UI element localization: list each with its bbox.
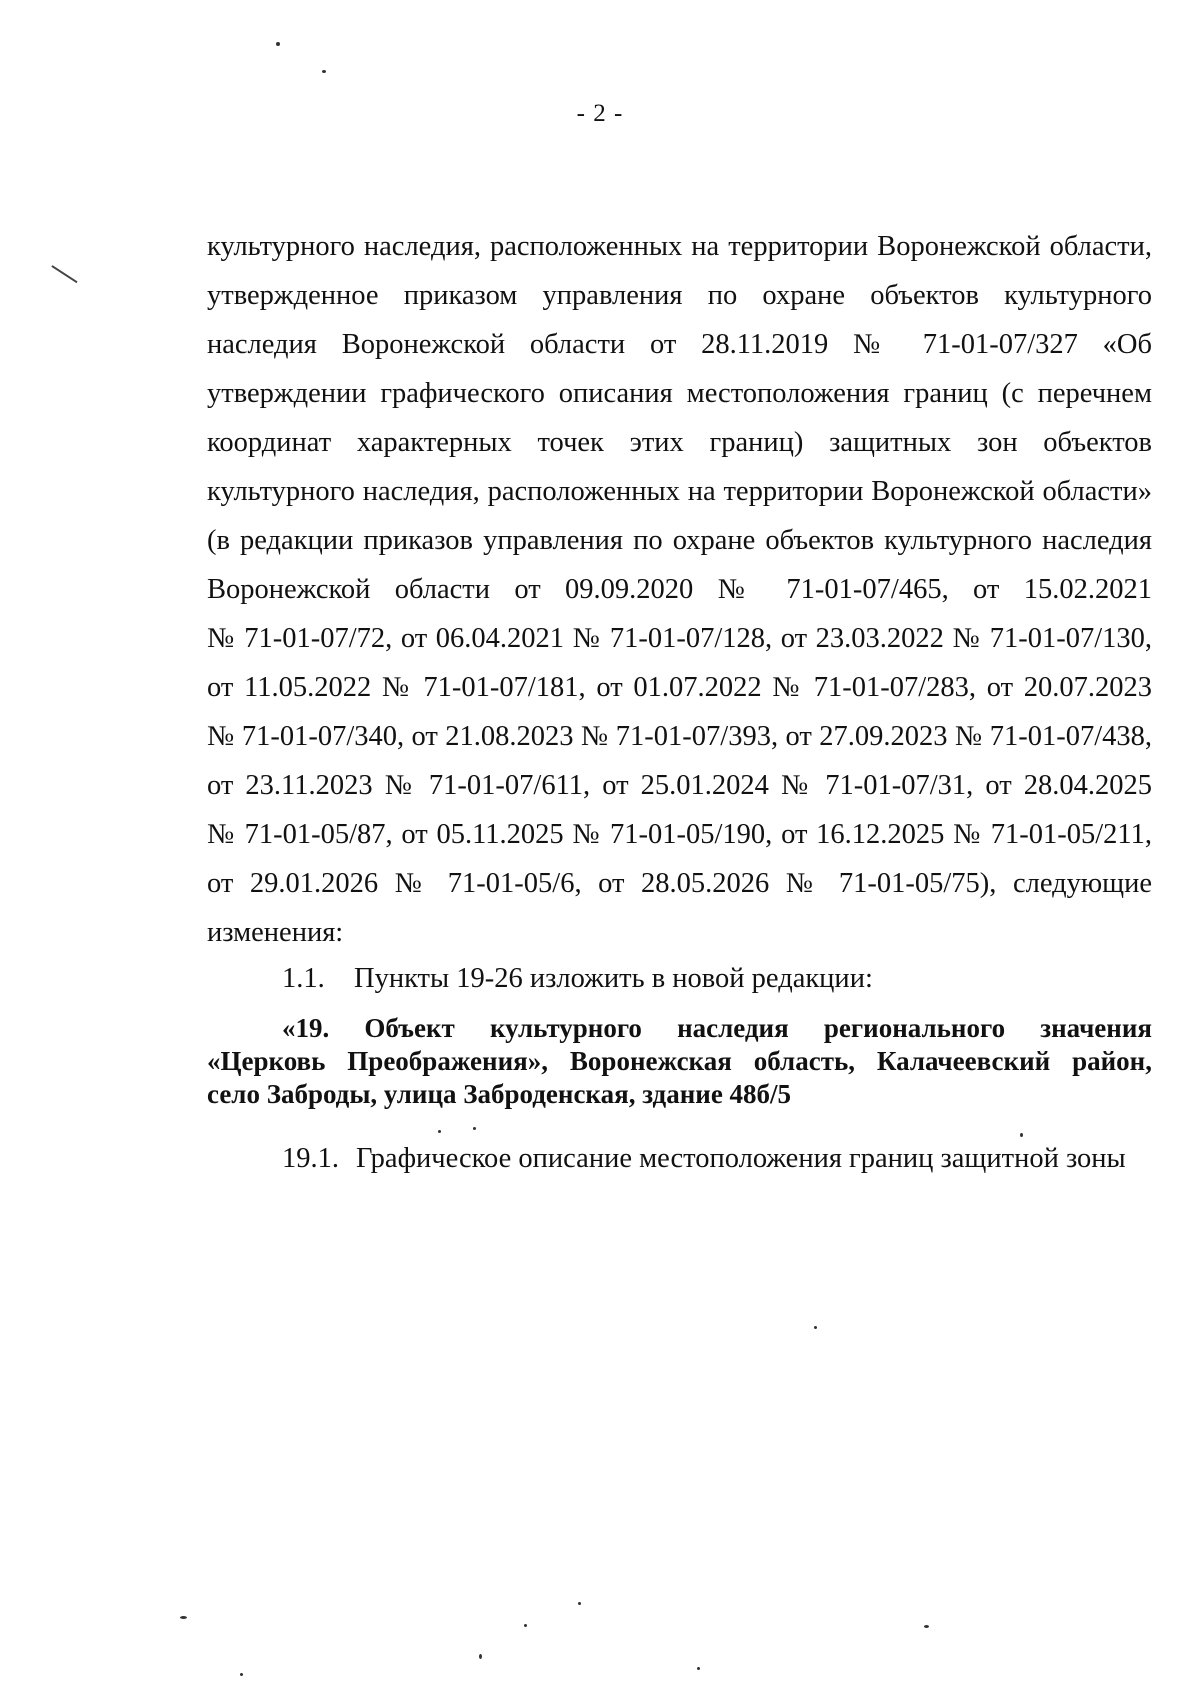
body-line: изменения: — [207, 917, 344, 948]
body-line: наследия Воронежской области от 28.11.2019 № 71-01-07/327 «Об — [207, 329, 1152, 360]
heading-19-line: «19. Объект культурного наследия регионального значения — [282, 1013, 1152, 1043]
body-line: от 11.05.2022 № 71-01-07/181, от 01.07.2022 № 71-01-07/283, от 20.07.2023 — [207, 672, 1152, 703]
body-line: (в редакции приказов управления по охране объектов культурного наследия — [207, 525, 1152, 556]
item-1-1-text: Пункты 19-26 изложить в новой редакции: — [354, 963, 873, 994]
heading-19-line: село Заброды, улица Заброденская, здание 48б/5 — [207, 1079, 792, 1109]
scan-speck — [524, 1624, 527, 1627]
scan-speck — [473, 1127, 476, 1130]
body-line: культурного наследия, расположенных на территории Воронежской области, — [207, 231, 1152, 262]
body-line: Воронежской области от 09.09.2020 № 71-01-07/465, от 15.02.2021 — [207, 574, 1152, 605]
scan-speck — [276, 42, 280, 46]
body-line: от 23.11.2023 № 71-01-07/611, от 25.01.2024 № 71-01-07/31, от 28.04.2025 — [207, 770, 1152, 801]
scan-speck — [479, 1654, 482, 1659]
scan-speck — [322, 70, 326, 73]
item-19-1-text: Графическое описание местоположения границ защитной зоны — [356, 1143, 1126, 1174]
scan-speck — [1020, 1133, 1023, 1137]
body-line: № 71-01-07/72, от 06.04.2021 № 71-01-07/128, от 23.03.2022 № 71-01-07/130, — [207, 623, 1152, 654]
page-number: - 2 - — [576, 100, 624, 127]
scan-speck — [438, 1130, 441, 1133]
item-19-1-number: 19.1. — [282, 1143, 339, 1174]
body-line: от 29.01.2026 № 71-01-05/6, от 28.05.2026 № 71-01-05/75), следующие — [207, 868, 1152, 899]
scan-speck — [814, 1326, 817, 1329]
body-line: № 71-01-05/87, от 05.11.2025 № 71-01-05/190, от 16.12.2025 № 71-01-05/211, — [207, 819, 1152, 850]
body-line: культурного наследия, расположенных на территории Воронежской области» — [207, 476, 1152, 507]
body-line: № 71-01-07/340, от 21.08.2023 № 71-01-07/393, от 27.09.2023 № 71-01-07/438, — [207, 721, 1152, 752]
scan-speck — [180, 1616, 187, 1619]
item-1-1 — [282, 963, 873, 995]
scan-speck — [240, 1673, 243, 1676]
scan-speck — [578, 1602, 581, 1605]
scan-speck — [924, 1625, 929, 1628]
body-line: утвержденное приказом управления по охране объектов культурного — [207, 280, 1152, 311]
body-paragraph — [207, 222, 1152, 957]
body-line: координат характерных точек этих границ) защитных зон объектов — [207, 427, 1152, 458]
body-line: утверждении графического описания местоположения границ (с перечнем — [207, 378, 1152, 409]
item-1-1-number: 1.1. — [282, 963, 325, 994]
heading-19 — [207, 1012, 1152, 1111]
scan-speck — [697, 1667, 700, 1670]
heading-19-line: «Церковь Преображения», Воронежская область, Калачеевский район, — [207, 1046, 1152, 1076]
item-19-1 — [282, 1143, 1126, 1175]
margin-mark — [52, 265, 78, 283]
